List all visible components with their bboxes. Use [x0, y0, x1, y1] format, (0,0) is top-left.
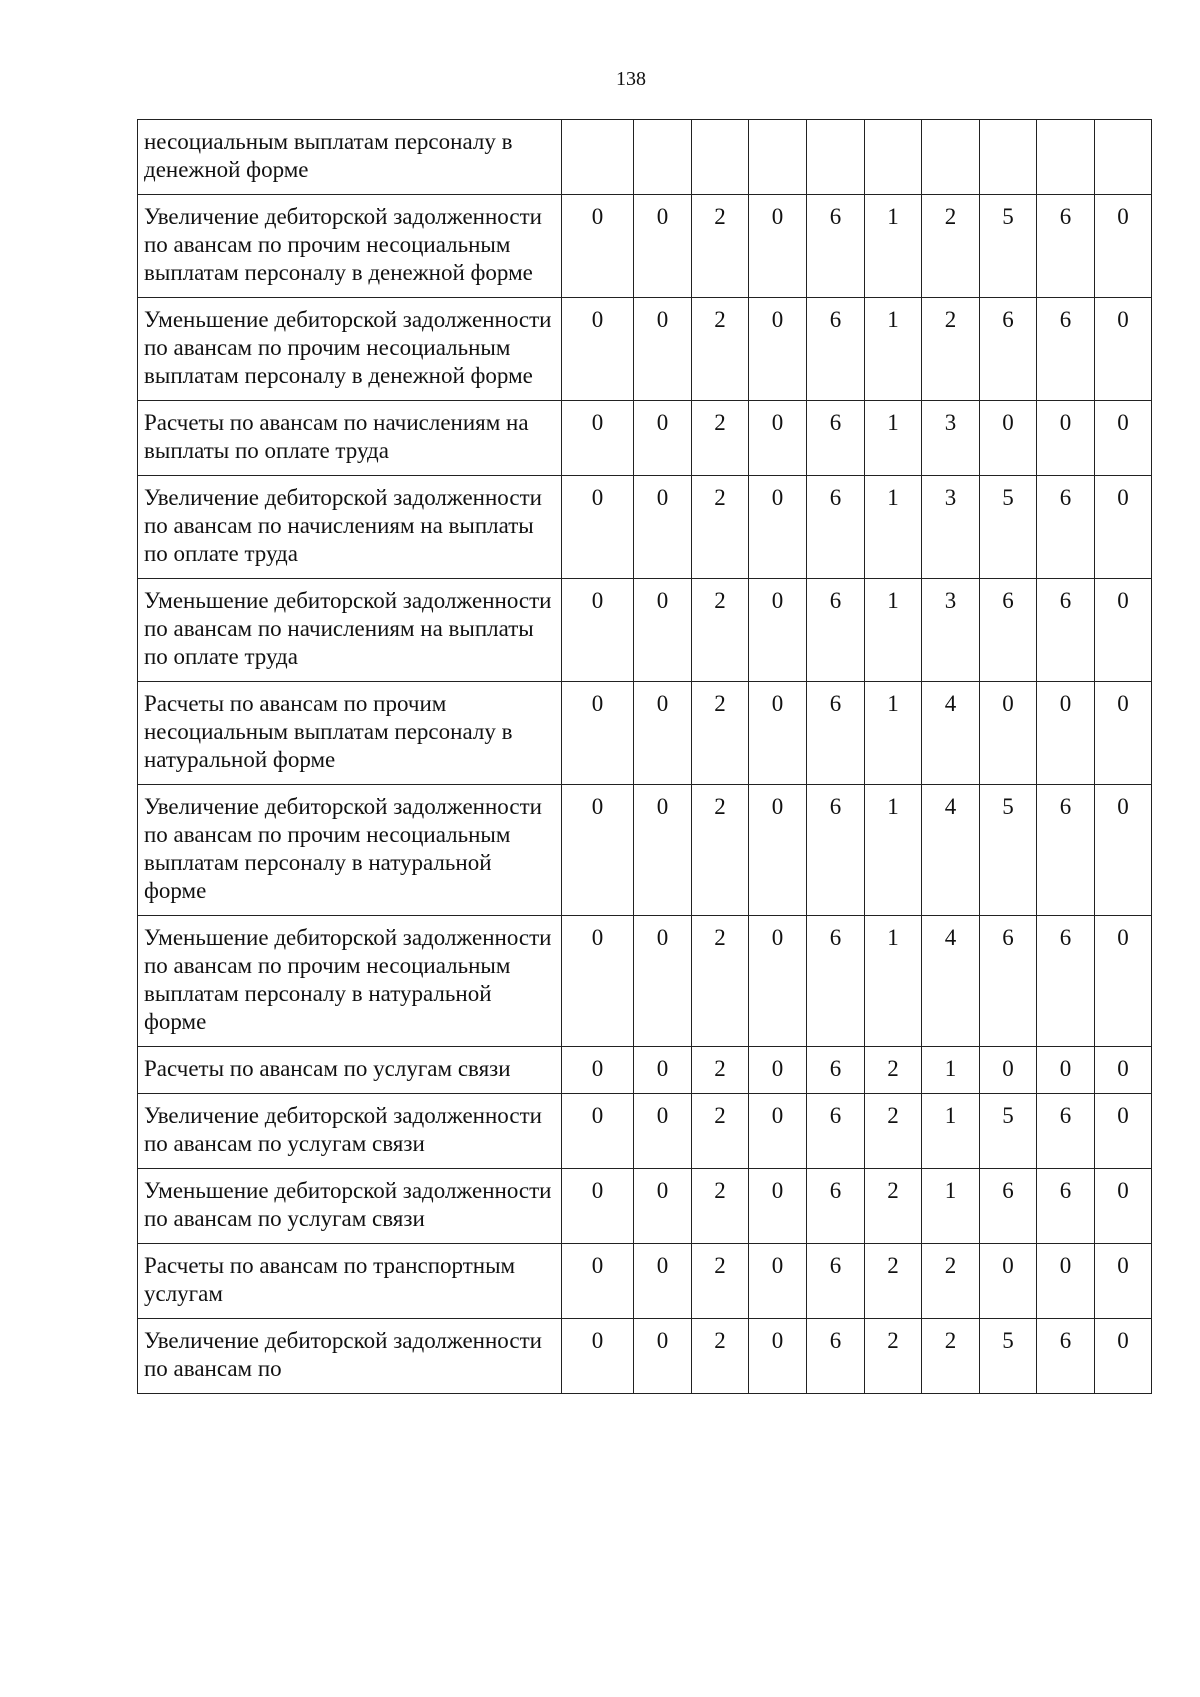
code-digit: 0 — [749, 401, 807, 476]
code-digit: 6 — [807, 785, 865, 916]
code-digit: 0 — [980, 1047, 1037, 1094]
account-codes-table — [137, 119, 1152, 1394]
table-row — [138, 1047, 1152, 1094]
code-digit: 1 — [865, 298, 922, 401]
code-digit: 2 — [692, 1047, 749, 1094]
code-digit: 0 — [749, 916, 807, 1047]
code-digit: 6 — [807, 1319, 865, 1394]
code-digit: 0 — [562, 916, 634, 1047]
code-digit: 0 — [749, 682, 807, 785]
code-digit: 0 — [980, 682, 1037, 785]
code-digit — [1095, 120, 1152, 195]
code-digit: 0 — [634, 916, 692, 1047]
code-digit: 0 — [634, 1319, 692, 1394]
code-digit: 0 — [1095, 1319, 1152, 1394]
code-digit: 0 — [562, 298, 634, 401]
code-digit: 1 — [865, 682, 922, 785]
code-digit: 0 — [562, 195, 634, 298]
code-digit: 2 — [922, 195, 980, 298]
code-digit: 0 — [634, 195, 692, 298]
code-digit: 6 — [1037, 785, 1095, 916]
code-digit: 0 — [562, 1244, 634, 1319]
code-digit: 6 — [807, 579, 865, 682]
code-digit: 0 — [1095, 195, 1152, 298]
code-digit: 2 — [865, 1169, 922, 1244]
code-digit: 2 — [692, 1169, 749, 1244]
row-description: Уменьшение дебиторской задолженности по авансам по прочим несоциальным выплатам персоналу в денежной форме — [138, 298, 562, 401]
code-digit: 2 — [865, 1244, 922, 1319]
code-digit: 0 — [749, 1319, 807, 1394]
table-row — [138, 1169, 1152, 1244]
code-digit: 0 — [749, 1244, 807, 1319]
code-digit: 0 — [634, 298, 692, 401]
code-digit — [980, 120, 1037, 195]
code-digit — [1037, 120, 1095, 195]
code-digit: 6 — [980, 298, 1037, 401]
code-digit: 0 — [1037, 1244, 1095, 1319]
code-digit: 1 — [865, 401, 922, 476]
table-row — [138, 476, 1152, 579]
code-digit: 0 — [634, 1169, 692, 1244]
code-digit — [692, 120, 749, 195]
code-digit: 0 — [1095, 785, 1152, 916]
code-digit: 6 — [1037, 579, 1095, 682]
code-digit: 2 — [922, 1244, 980, 1319]
code-digit: 0 — [749, 298, 807, 401]
code-digit: 0 — [634, 1244, 692, 1319]
table-row — [138, 1244, 1152, 1319]
code-digit: 0 — [749, 1169, 807, 1244]
code-digit: 4 — [922, 785, 980, 916]
code-digit: 2 — [692, 1244, 749, 1319]
row-description: Уменьшение дебиторской задолженности по авансам по услугам связи — [138, 1169, 562, 1244]
table-row — [138, 1094, 1152, 1169]
row-description: Увеличение дебиторской задолженности по авансам по — [138, 1319, 562, 1394]
code-digit: 1 — [922, 1169, 980, 1244]
code-digit: 2 — [865, 1047, 922, 1094]
code-digit: 2 — [692, 1319, 749, 1394]
code-digit: 6 — [807, 1244, 865, 1319]
code-digit: 2 — [922, 298, 980, 401]
code-digit: 6 — [1037, 1094, 1095, 1169]
code-digit: 0 — [1037, 682, 1095, 785]
code-digit: 0 — [634, 401, 692, 476]
code-digit: 0 — [562, 1094, 634, 1169]
code-digit: 6 — [807, 195, 865, 298]
code-digit — [749, 120, 807, 195]
code-digit: 1 — [865, 195, 922, 298]
table-row — [138, 785, 1152, 916]
code-digit: 0 — [980, 401, 1037, 476]
code-digit: 5 — [980, 195, 1037, 298]
code-digit: 0 — [1095, 1244, 1152, 1319]
code-digit: 6 — [980, 1169, 1037, 1244]
table-row — [138, 298, 1152, 401]
code-digit: 1 — [922, 1047, 980, 1094]
code-digit: 0 — [749, 579, 807, 682]
code-digit: 2 — [692, 298, 749, 401]
table-row — [138, 120, 1152, 195]
row-description: Расчеты по авансам по транспортным услугам — [138, 1244, 562, 1319]
code-digit — [922, 120, 980, 195]
code-digit: 6 — [807, 298, 865, 401]
page-number: 138 — [616, 68, 646, 90]
code-digit: 0 — [1037, 1047, 1095, 1094]
row-description: Расчеты по авансам по услугам связи — [138, 1047, 562, 1094]
code-digit — [634, 120, 692, 195]
code-digit — [562, 120, 634, 195]
code-digit: 0 — [562, 1169, 634, 1244]
code-digit: 5 — [980, 1094, 1037, 1169]
code-digit: 6 — [980, 579, 1037, 682]
table-row — [138, 579, 1152, 682]
code-digit: 5 — [980, 476, 1037, 579]
code-digit: 5 — [980, 1319, 1037, 1394]
code-digit: 6 — [1037, 195, 1095, 298]
code-digit: 1 — [865, 785, 922, 916]
code-digit: 2 — [692, 195, 749, 298]
code-digit: 2 — [692, 1094, 749, 1169]
code-digit: 3 — [922, 401, 980, 476]
code-digit: 0 — [634, 476, 692, 579]
table-row — [138, 682, 1152, 785]
code-digit: 6 — [807, 1169, 865, 1244]
code-digit: 6 — [807, 916, 865, 1047]
code-digit: 0 — [1095, 1047, 1152, 1094]
code-digit: 1 — [865, 476, 922, 579]
table-row — [138, 916, 1152, 1047]
row-description: Увеличение дебиторской задолженности по авансам по прочим несоциальным выплатам персоналу в натуральной форме — [138, 785, 562, 916]
code-digit: 0 — [562, 682, 634, 785]
code-digit: 0 — [1095, 1094, 1152, 1169]
code-digit: 0 — [634, 785, 692, 916]
code-digit: 1 — [865, 579, 922, 682]
code-digit: 0 — [1095, 401, 1152, 476]
row-description: Уменьшение дебиторской задолженности по авансам по прочим несоциальным выплатам персоналу в натуральной форме — [138, 916, 562, 1047]
code-digit: 2 — [865, 1094, 922, 1169]
code-digit: 0 — [634, 682, 692, 785]
code-digit: 0 — [749, 1047, 807, 1094]
code-digit: 2 — [692, 916, 749, 1047]
code-digit: 0 — [749, 1094, 807, 1169]
code-digit: 0 — [562, 401, 634, 476]
table-body — [138, 120, 1152, 1394]
table-row — [138, 195, 1152, 298]
row-description: Расчеты по авансам по начислениям на выплаты по оплате труда — [138, 401, 562, 476]
code-digit: 2 — [922, 1319, 980, 1394]
code-digit — [807, 120, 865, 195]
code-digit: 6 — [807, 682, 865, 785]
row-description: Увеличение дебиторской задолженности по авансам по прочим несоциальным выплатам персоналу в денежной форме — [138, 195, 562, 298]
code-digit: 0 — [562, 785, 634, 916]
code-digit: 6 — [1037, 1169, 1095, 1244]
code-digit: 2 — [865, 1319, 922, 1394]
code-digit: 2 — [692, 682, 749, 785]
code-digit — [865, 120, 922, 195]
code-digit: 0 — [634, 1094, 692, 1169]
code-digit: 1 — [922, 1094, 980, 1169]
code-digit: 2 — [692, 579, 749, 682]
code-digit: 0 — [562, 579, 634, 682]
code-digit: 6 — [980, 916, 1037, 1047]
code-digit: 6 — [807, 401, 865, 476]
row-description: Увеличение дебиторской задолженности по авансам по начислениям на выплаты по оплате труда — [138, 476, 562, 579]
code-digit: 6 — [807, 1094, 865, 1169]
code-digit: 3 — [922, 579, 980, 682]
code-digit: 6 — [1037, 1319, 1095, 1394]
row-description: несоциальным выплатам персоналу в денежной форме — [138, 120, 562, 195]
code-digit: 0 — [749, 785, 807, 916]
code-digit: 5 — [980, 785, 1037, 916]
code-digit: 0 — [634, 579, 692, 682]
code-digit: 6 — [807, 1047, 865, 1094]
code-digit: 0 — [1095, 1169, 1152, 1244]
code-digit: 2 — [692, 476, 749, 579]
code-digit: 6 — [807, 476, 865, 579]
table-row — [138, 401, 1152, 476]
row-description: Увеличение дебиторской задолженности по авансам по услугам связи — [138, 1094, 562, 1169]
code-digit: 0 — [562, 1319, 634, 1394]
code-digit: 2 — [692, 401, 749, 476]
table-row — [138, 1319, 1152, 1394]
code-digit: 2 — [692, 785, 749, 916]
code-digit: 6 — [1037, 916, 1095, 1047]
code-digit: 0 — [1095, 682, 1152, 785]
code-digit: 3 — [922, 476, 980, 579]
code-digit: 0 — [749, 195, 807, 298]
code-digit: 0 — [1095, 916, 1152, 1047]
row-description: Уменьшение дебиторской задолженности по авансам по начислениям на выплаты по оплате труда — [138, 579, 562, 682]
code-digit: 0 — [749, 476, 807, 579]
code-digit: 0 — [634, 1047, 692, 1094]
code-digit: 0 — [1037, 401, 1095, 476]
code-digit: 4 — [922, 682, 980, 785]
code-digit: 0 — [1095, 579, 1152, 682]
code-digit: 6 — [1037, 476, 1095, 579]
row-description: Расчеты по авансам по прочим несоциальным выплатам персоналу в натуральной форме — [138, 682, 562, 785]
code-digit: 0 — [980, 1244, 1037, 1319]
code-digit: 0 — [562, 476, 634, 579]
code-digit: 0 — [1095, 476, 1152, 579]
code-digit: 1 — [865, 916, 922, 1047]
code-digit: 6 — [1037, 298, 1095, 401]
code-digit: 4 — [922, 916, 980, 1047]
code-digit: 0 — [562, 1047, 634, 1094]
code-digit: 0 — [1095, 298, 1152, 401]
